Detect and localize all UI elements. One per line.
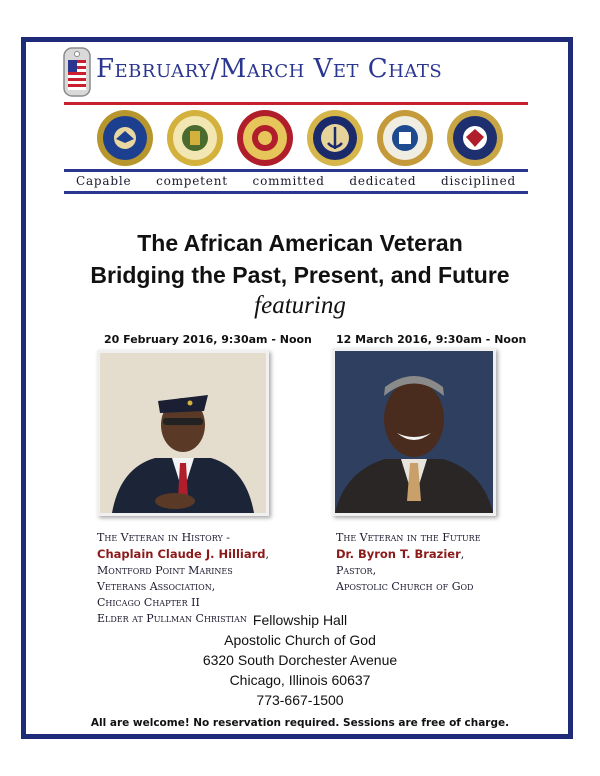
speaker-affil-1a: Montford Point Marines	[97, 564, 233, 577]
speaker-name-1: Chaplain Claude J. Hilliard	[97, 547, 266, 561]
values-row	[64, 174, 528, 188]
venue-hall: Fellowship Hall	[252, 612, 348, 628]
headline-line2: Bridging the Past, Present, and Future	[90, 262, 510, 288]
air-force-seal-icon	[96, 109, 154, 167]
footer-note: All are welcome! No reservation required. Sessions are free of charge.	[90, 717, 510, 729]
page-title: February/March Vet Chats	[96, 54, 443, 84]
blue-divider-bottom	[64, 191, 528, 194]
navy-seal-icon	[306, 109, 364, 167]
portrait-hilliard-icon	[100, 353, 266, 513]
venue-city: Chicago, Illinois 60637	[229, 672, 371, 688]
venue-church: Apostolic Church of God	[224, 632, 376, 648]
speaker-affil-1d: Elder at Pullman Christian	[97, 612, 247, 625]
speaker-name-2: Dr. Byron T. Brazier	[336, 547, 461, 561]
session-date-1: 20 February 2016, 9:30am - Noon	[104, 333, 312, 346]
speaker-role-1: The Veteran in History -	[97, 531, 230, 544]
red-divider	[64, 102, 528, 105]
value-competent: competent	[156, 174, 228, 188]
speaker-name-row-2: Dr. Byron T. Brazier,	[336, 547, 465, 561]
featuring-label: featuring	[254, 292, 346, 319]
session-date-2: 12 March 2016, 9:30am - Noon	[336, 333, 527, 346]
venue-phone: 773-667-1500	[256, 692, 344, 708]
value-disciplined: disciplined	[441, 174, 516, 188]
speaker-photo-brazier	[332, 348, 496, 516]
blue-divider-top	[64, 169, 528, 172]
speaker-details-1	[97, 546, 277, 625]
headline-line1: The African American Veteran	[137, 230, 463, 256]
speaker-affil-1c: Chicago Chapter II	[97, 596, 200, 609]
coast-guard-seal-icon	[376, 109, 434, 167]
speaker-role-2: The Veteran in the Future	[336, 531, 481, 544]
speaker-affil-2a: Pastor,	[336, 564, 377, 577]
marines-seal-icon	[236, 109, 294, 167]
venue-street: 6320 South Dorchester Avenue	[202, 652, 398, 668]
speaker-name-row-1: Chaplain Claude J. Hilliard,	[97, 547, 270, 561]
speaker-affil-2b: Apostolic Church of God	[336, 580, 474, 593]
speaker-caption-1	[97, 530, 297, 546]
army-seal-icon	[166, 109, 224, 167]
value-capable: Capable	[76, 174, 132, 188]
speaker-photo-hilliard	[97, 350, 269, 516]
value-committed: committed	[252, 174, 325, 188]
portrait-brazier-icon	[335, 351, 493, 513]
speaker-caption-2	[336, 530, 536, 595]
veterans-affairs-seal-icon	[446, 109, 504, 167]
value-dedicated: dedicated	[349, 174, 417, 188]
speaker-affil-1b: Veterans Association,	[97, 580, 216, 593]
flag-dog-tag-icon	[62, 46, 92, 98]
